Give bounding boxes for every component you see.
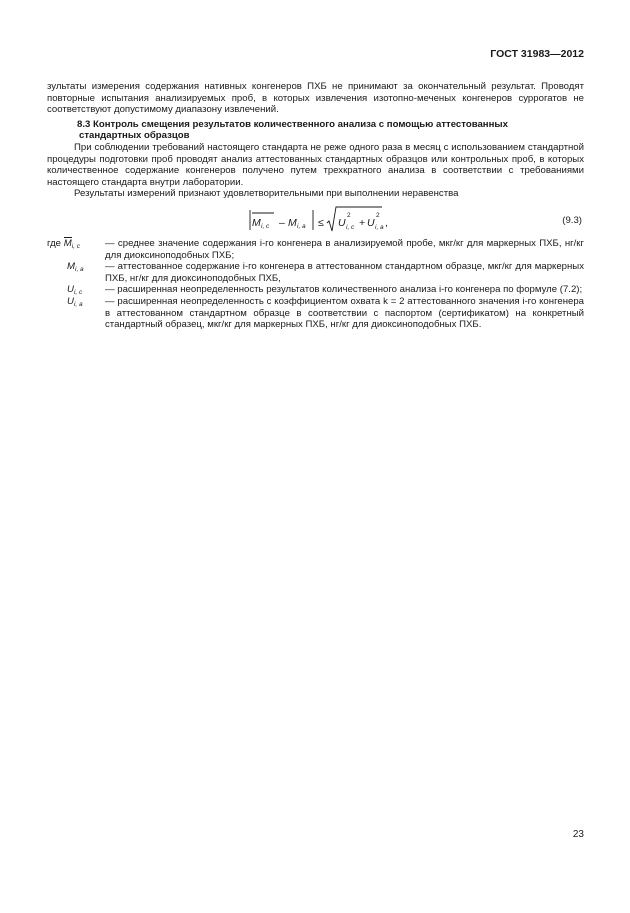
definition-text: — расширенная неопределенность с коэффициентом охвата k = 2 аттестованного значения i-го конгенера в аттестованном стандартном образце в соответствии с паспортом (сертификатом) на конкретный стандартный образец, мкг/кг для маркерных ПХБ, нг/кг для диоксиноподобных ПХБ. [105, 295, 584, 331]
definition-item [47, 238, 584, 261]
inequality-formula [247, 204, 447, 238]
definition-symbol-sub: i, a [75, 266, 84, 274]
definition-text: — расширенная неопределенность результатов количественного анализа i-го конгенера по формуле (7.2); [105, 284, 583, 296]
definition-symbol-sub: i, c [73, 289, 83, 297]
equation-number: (9.3) [562, 214, 582, 226]
document-header: ГОСТ 31983—2012 [490, 48, 584, 60]
section-paragraph-2: Результаты измерений признают удовлетворительными при выполнении неравенства [74, 188, 459, 200]
definition-symbol [47, 261, 125, 274]
formula-m-c: M [252, 216, 261, 229]
section-paragraph-1: При соблюдении требований настоящего стандарта не реже одного раза в месяц с использованием стандартной процедуры подготовки проб проводят анализ аттестованных стандартных образцов или контрольных проб, в которых количественное содержание конгенеров получено путем трехкратного анализа в соответствии с требованиями настоящего стандарта внутри лаборатории. [47, 141, 584, 188]
section-heading [47, 119, 584, 142]
section-title-line1: Контроль смещения результатов количественного анализа с помощью аттестованных [93, 118, 508, 130]
definition-symbol-main: U [67, 295, 74, 307]
formula-row [47, 204, 584, 238]
formula-plus: + [359, 216, 366, 229]
definition-symbol-sub: i, a [73, 300, 83, 308]
section-title-line2: стандартных образцов [79, 130, 190, 142]
definition-symbol-sub: i, c [71, 242, 80, 250]
definition-text: — аттестованное содержание i-го конгенера в аттестованном стандартном образце, мкг/кг для маркерных ПХБ, нг/кг для диоксиноподобных ПХБ, [105, 261, 584, 284]
formula-pow-a: 2 [376, 211, 380, 219]
formula-comma: , [385, 216, 388, 229]
formula-sub-a: i, a [297, 222, 306, 230]
intro-paragraph: зультаты измерения содержания нативных конгенеров ПХБ не принимают за окончательный результат. Проводят повторные испытания анализируемых проб, в которых извлечения изотопно-меченых конгенеров суррогатов не соответствуют допустимому диапазону извлечений. [47, 81, 584, 116]
definition-item [47, 261, 584, 284]
page-content [47, 81, 584, 331]
formula-minus: – [279, 216, 285, 229]
formula-u-c: U [338, 216, 346, 229]
page-number: 23 [572, 829, 584, 840]
formula-m-a: M [288, 216, 297, 229]
definition-symbol-main: U [67, 284, 74, 296]
formula-u-a: U [367, 216, 375, 229]
definition-item [47, 284, 584, 296]
definition-item [47, 296, 584, 331]
definition-symbol-main: M [67, 261, 75, 273]
where-word: где [47, 237, 62, 249]
definition-symbol-main: M [63, 237, 72, 249]
formula-pow-c: 2 [347, 211, 351, 219]
section-number: 8.3 [77, 118, 91, 130]
formula-sub-c: i, c [261, 222, 270, 230]
definition-symbol [47, 296, 125, 309]
definition-symbol [47, 238, 105, 251]
formula-sub-uc: i, c [346, 223, 355, 231]
formula-leq: ≤ [318, 216, 324, 229]
definition-text: — среднее значение содержания i-го конгенера в анализируемой пробе, мкг/кг для маркерных ПХБ, нг/кг для диоксиноподобных ПХБ; [105, 237, 584, 261]
definitions-list [47, 238, 584, 331]
formula-sub-ua: i, a [375, 223, 384, 231]
